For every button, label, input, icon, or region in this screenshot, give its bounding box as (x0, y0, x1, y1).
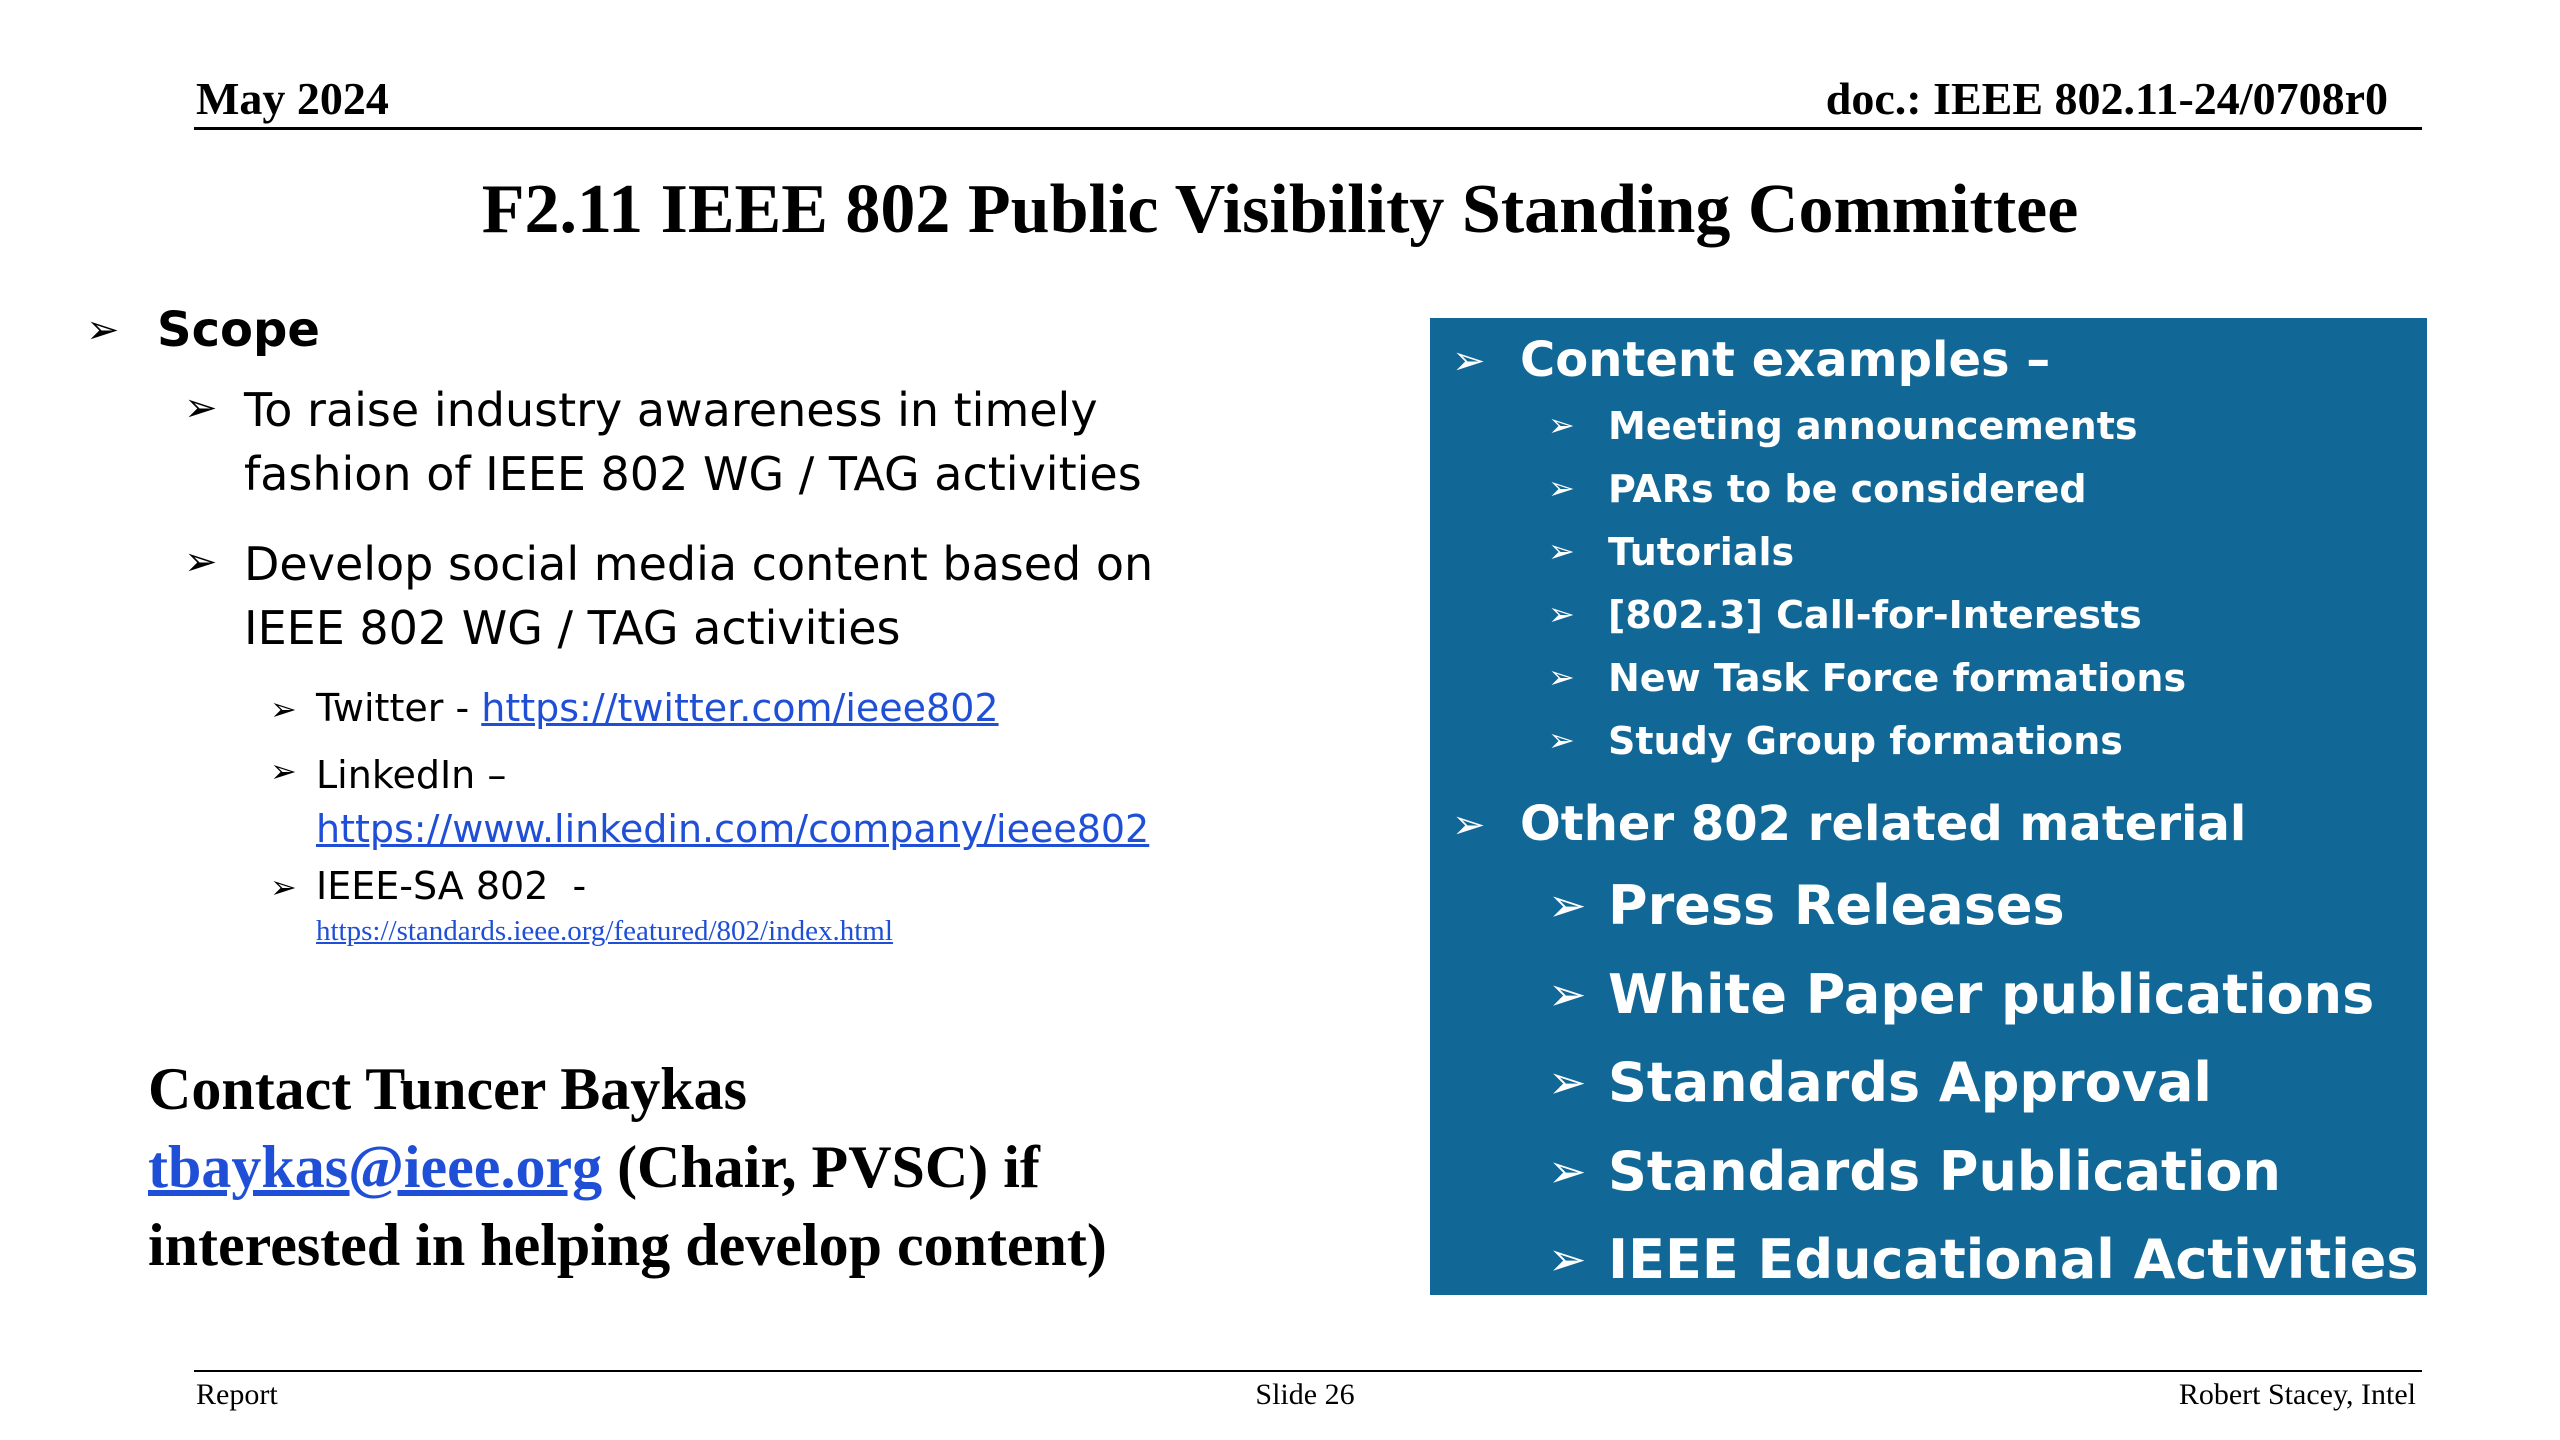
list-item-label: Meeting announcements (1608, 404, 2138, 448)
contact-email-link[interactable]: tbaykas@ieee.org (148, 1134, 603, 1200)
footer-left: Report (196, 1378, 278, 1411)
scope-item-1-line1: To raise industry awareness in timely (244, 383, 1098, 437)
scope-item-1-line2: fashion of IEEE 802 WG / TAG activities (244, 447, 1142, 501)
list-item-label: Press Releases (1608, 874, 2065, 937)
bullet-arrow-icon: ➢ (1452, 338, 1486, 384)
bullet-arrow-icon: ➢ (184, 385, 218, 431)
bullet-arrow-icon: ➢ (1548, 658, 1575, 696)
header-date: May 2024 (196, 73, 389, 124)
ieeesa-link[interactable]: https://standards.ieee.org/featured/802/index.html (316, 915, 893, 947)
bullet-arrow-icon: ➢ (1548, 1232, 1587, 1286)
bullet-arrow-icon: ➢ (184, 539, 218, 585)
bullet-arrow-icon: ➢ (1548, 532, 1575, 570)
contact-line-1: Contact Tuncer Baykas (148, 1056, 748, 1122)
content-examples-heading: Content examples – (1520, 332, 2051, 388)
scope-item-1 (244, 378, 1142, 506)
linkedin-link[interactable]: https://www.linkedin.com/company/ieee802 (316, 807, 1150, 851)
list-item-label: PARs to be considered (1608, 467, 2087, 511)
bullet-arrow-icon: ➢ (270, 752, 297, 790)
bullet-arrow-icon: ➢ (1548, 1055, 1587, 1109)
bullet-arrow-icon: ➢ (1548, 406, 1575, 444)
list-item-label: Standards Approval (1608, 1051, 2212, 1114)
list-item-label: IEEE Educational Activities (1608, 1228, 2419, 1291)
twitter-link[interactable]: https://twitter.com/ieee802 (481, 686, 999, 730)
scope-item-2 (244, 532, 1153, 660)
ieeesa-item-link (316, 915, 893, 948)
scope-item-2-line2: IEEE 802 WG / TAG activities (244, 601, 901, 655)
ieeesa-label: IEEE-SA 802 - (316, 864, 587, 908)
slide-title: F2.11 IEEE 802 Public Visibility Standing Committee (481, 171, 2079, 248)
list-item-label: [802.3] Call-for-Interests (1608, 593, 2142, 637)
bullet-arrow-icon: ➢ (1452, 802, 1486, 848)
bullet-arrow-icon: ➢ (1548, 1143, 1587, 1198)
linkedin-item (316, 748, 1149, 856)
linkedin-label: LinkedIn – (316, 753, 507, 797)
contact-line-2 (148, 1128, 1107, 1206)
scope-bullet (86, 300, 120, 354)
bullet-arrow-icon: ➢ (270, 690, 297, 728)
other-material-heading: Other 802 related material (1520, 796, 2247, 852)
bullet-arrow-icon: ➢ (270, 868, 297, 906)
list-item-label: Standards Publication (1608, 1139, 2281, 1203)
footer-slide-number: Slide 26 (1255, 1378, 1355, 1411)
scope-item-2-line1: Develop social media content based on (244, 537, 1154, 591)
header-doc-id: doc.: IEEE 802.11-24/0708r0 (1825, 73, 2388, 124)
bullet-arrow-icon: ➢ (1548, 966, 1587, 1021)
list-item-label: Tutorials (1608, 530, 1795, 574)
bullet-arrow-icon: ➢ (86, 307, 120, 353)
bullet-arrow-icon: ➢ (1548, 878, 1587, 932)
twitter-item (316, 686, 999, 730)
list-item-label: Study Group formations (1608, 719, 2123, 763)
contact-block (148, 1050, 1107, 1284)
bullet-arrow-icon: ➢ (1548, 721, 1575, 759)
contact-line-2-rest: (Chair, PVSC) if (602, 1134, 1040, 1200)
list-item-label: New Task Force formations (1608, 656, 2187, 700)
scope-label: Scope (157, 302, 320, 358)
contact-line-3: interested in helping develop content) (148, 1212, 1107, 1278)
list-item-label: White Paper publications (1608, 962, 2375, 1026)
twitter-label: Twitter - (316, 686, 482, 730)
footer-rule (194, 1370, 2422, 1372)
bullet-arrow-icon: ➢ (1548, 595, 1575, 633)
bullet-arrow-icon: ➢ (1548, 469, 1575, 507)
header-rule (194, 127, 2422, 130)
footer-author: Robert Stacey, Intel (2178, 1378, 2416, 1411)
